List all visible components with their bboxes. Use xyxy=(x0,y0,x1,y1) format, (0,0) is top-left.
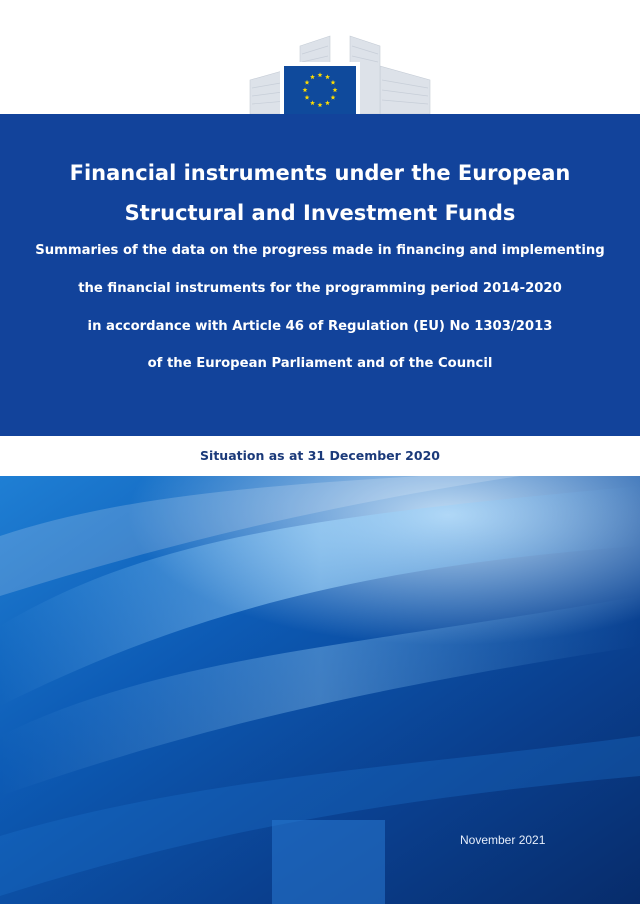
flag-star-icon xyxy=(305,80,310,85)
flag-star-icon xyxy=(305,95,310,100)
flag-star-icon xyxy=(303,87,308,92)
subtitle-line-2: the financial instruments for the programming period 2014-2020 xyxy=(78,281,562,296)
flag-star-icon xyxy=(325,100,330,105)
flag-star-icon xyxy=(310,74,315,79)
flag-star-icon xyxy=(331,95,336,100)
title-band xyxy=(0,114,640,436)
subtitle-line-4: of the European Parliament and of the Council xyxy=(147,356,493,371)
spine-block xyxy=(272,820,385,904)
flag-star-icon xyxy=(318,102,323,107)
title-line-1: Financial instruments under the European xyxy=(69,161,571,185)
header-logo-zone xyxy=(0,0,640,114)
situation-text: Situation as at 31 December 2020 xyxy=(200,448,440,463)
flag-star-icon xyxy=(333,87,338,92)
situation-strip xyxy=(0,436,640,476)
eu-flag-icon xyxy=(284,66,356,114)
flag-star-icon xyxy=(310,100,315,105)
publication-date: November 2021 xyxy=(460,833,546,847)
subtitle-line-1: Summaries of the data on the progress made in financing and implementing xyxy=(35,243,605,258)
flag-star-icon xyxy=(325,74,330,79)
flag-star-icon xyxy=(318,72,323,77)
subtitle-line-3: in accordance with Article 46 of Regulation (EU) No 1303/2013 xyxy=(87,319,553,334)
flag-star-icon xyxy=(331,80,336,85)
title-line-2: Structural and Investment Funds xyxy=(124,201,516,225)
